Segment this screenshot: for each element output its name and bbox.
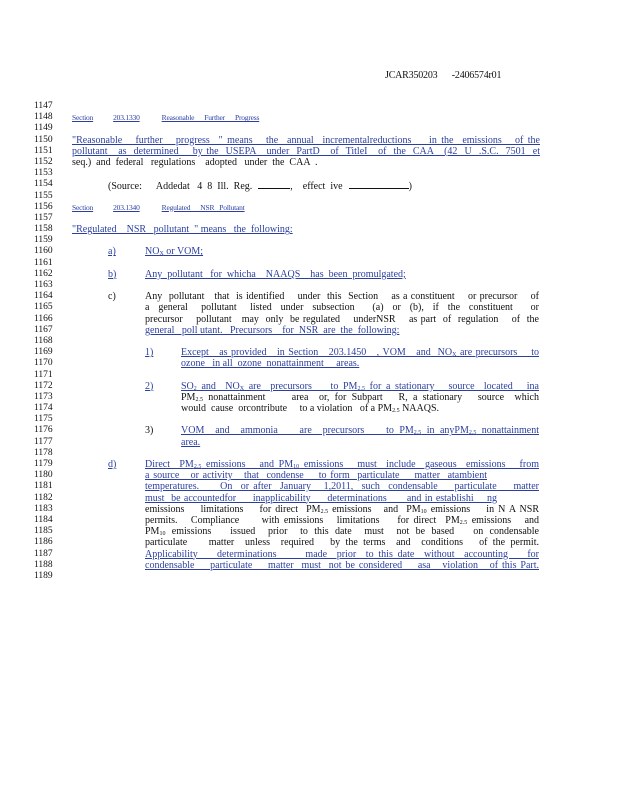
text-part: and NO	[196, 380, 240, 392]
line-number: 1181	[34, 481, 53, 492]
subscript: 10	[293, 464, 300, 470]
line-number: 1186	[34, 537, 53, 548]
item-text	[181, 425, 539, 436]
subscript: 2	[193, 385, 197, 392]
text-part: permits. Compliance with emissions limitations for direct PM	[145, 514, 460, 526]
text-part: are precursors to	[456, 347, 539, 359]
section-number: 203.1330	[113, 113, 140, 123]
line-number: 1150	[34, 134, 53, 145]
line-number: 1180	[34, 470, 53, 481]
item-text: Any pollutant that is identified under this Section as a constituent or precursor of	[145, 291, 539, 303]
line-number: 1167	[34, 324, 53, 335]
source-label: (Source:	[108, 181, 142, 193]
source-text: Addedat 4 8 Ill. Reg.	[155, 181, 253, 193]
page-header	[385, 70, 513, 81]
paragraph-line: pollutant as determined by the USEPA under PartD of TitleI of the CAA (42 U .S.C. 7501 et	[72, 145, 540, 157]
line-number: 1165	[34, 302, 53, 313]
text-part: in anyPM	[421, 425, 469, 437]
doc-number: -2406574r01	[451, 70, 502, 81]
line-number: 1159	[34, 235, 53, 246]
line-number: 1161	[34, 257, 53, 268]
source-note: (Source: Addedat 4 8 Ill. Reg. , effect ive )	[108, 181, 412, 193]
line-number: 1188	[34, 559, 53, 570]
line-number: 1179	[34, 459, 53, 469]
item-text	[181, 347, 539, 358]
item-label: d)	[108, 459, 117, 470]
line-number: 1189	[34, 570, 53, 581]
section-number: 203.1340	[113, 202, 140, 212]
item-label: 3)	[145, 425, 154, 437]
subscript: 10	[159, 531, 166, 538]
line-number: 1185	[34, 526, 53, 537]
item-label: 2)	[145, 380, 154, 392]
text-part: emissions and	[467, 514, 539, 526]
subscript: 2.5	[392, 408, 400, 415]
item-text: general poll utant. Precursors for NSR are the following:	[145, 324, 400, 336]
line-number: 1153	[34, 168, 53, 179]
text-part: Direct PM	[145, 459, 194, 470]
item-text: a source or activity that condense to form particulate matter atambient	[145, 470, 487, 482]
item-text	[181, 403, 539, 414]
text-part: nonattainment	[476, 425, 539, 437]
item-text	[145, 526, 539, 537]
text-part: emissions limitations for direct PM	[145, 503, 321, 515]
section-label: Section	[72, 202, 94, 212]
item-text	[181, 392, 539, 403]
line-number: 1175	[34, 414, 53, 425]
line-number: 1152	[34, 156, 53, 167]
item-text: must be accountedfor inapplicability determinations and in establishi ng	[145, 492, 497, 504]
text-part: VOM and ammonia are precursors to PM	[181, 425, 414, 437]
item-text	[145, 504, 539, 515]
item-label: 1)	[145, 347, 154, 359]
subscript: 2.5	[320, 508, 329, 515]
line-number: 1147	[34, 101, 53, 111]
line-number: 1177	[34, 436, 53, 447]
section-title: Regulated NSR Pollutant	[161, 202, 245, 212]
item-text: Any pollutant for whicha NAAQS has been promulgated;	[145, 268, 406, 280]
item-label: a)	[108, 246, 116, 258]
line-number: 1173	[34, 391, 53, 402]
section-title: Reasonable Further Progress	[161, 113, 260, 123]
text-part: are precursors to PM	[244, 380, 358, 392]
item-text	[145, 459, 539, 470]
section-label: Section	[72, 113, 94, 123]
line-number: 1149	[34, 123, 53, 134]
text-part: emissions and PM	[201, 459, 294, 470]
text-part: PM	[181, 391, 196, 403]
subscript: 2.5	[413, 430, 422, 437]
text-part: nonattainment area or, for Subpart R, a stationary source which	[202, 391, 539, 403]
subscript: X	[239, 385, 245, 392]
text-part: PM	[145, 526, 160, 538]
text-part: SO	[181, 380, 194, 392]
item-label: b)	[108, 268, 117, 280]
subscript: 2.5	[357, 385, 365, 392]
paragraph-line: "Reasonable further progress " means the annual incrementalreductions in the emissions of the	[72, 134, 540, 146]
item-text: area.	[181, 436, 201, 448]
subscript: 2.5	[468, 430, 477, 437]
line-number: 1182	[34, 492, 53, 503]
line-number: 1169	[34, 347, 53, 358]
blank-field	[258, 179, 290, 189]
item-text: ozone in all ozone nonattainment areas.	[181, 358, 360, 370]
item-label: c)	[108, 291, 116, 303]
text-part: emissions and PM	[328, 503, 421, 515]
subscript: 2.5	[195, 396, 203, 403]
text-part: emissions must include gaseous emissions from	[299, 459, 539, 470]
subscript: 2.5	[193, 464, 202, 470]
paragraph-line: seq.) and federal regulations adopted under the CAA .	[72, 156, 318, 168]
line-number: 1148	[34, 112, 53, 123]
subscript: X	[159, 251, 164, 258]
item-text	[181, 381, 539, 392]
line-number: 1157	[34, 212, 53, 223]
line-number: 1158	[34, 224, 53, 235]
text-part: for a stationary source located ina	[364, 380, 539, 392]
text-part: emissions issued prior to this date must not be based on condensable	[165, 526, 539, 538]
text-part: NO	[145, 246, 160, 258]
line-number: 1162	[34, 268, 53, 279]
text-part: NAAQS.	[399, 403, 440, 415]
line-number: 1156	[34, 201, 53, 212]
line-number: 1171	[34, 369, 53, 380]
text-part: emissions in N A NSR	[426, 503, 539, 515]
document-body	[0, 101, 618, 582]
effective-label: effect ive	[302, 181, 343, 193]
line-number: 1183	[34, 503, 53, 514]
subscript: X	[452, 352, 457, 359]
item-text	[145, 246, 539, 257]
text-part: Except as provided in Section 203.1450 , VOM and NO	[181, 347, 453, 359]
item-text: a general pollutant listed under subsection (a) or (b), if the constituent or	[145, 302, 539, 314]
line-number: 1151	[34, 145, 53, 156]
section-heading-1340	[72, 202, 540, 213]
item-text	[145, 515, 539, 526]
line-number: 1176	[34, 425, 53, 436]
line-number: 1163	[34, 280, 53, 290]
line-number: 1160	[34, 246, 53, 257]
line-number: 1170	[34, 358, 53, 369]
line-number: 1155	[34, 190, 53, 201]
item-text: particulate matter unless required by the terms and conditions of the permit.	[145, 537, 539, 549]
item-text: temperatures. On or after January 1,2011, such condensable particulate matter	[145, 481, 539, 493]
section-heading-1330	[72, 112, 317, 123]
doc-code: JCAR350203	[385, 70, 438, 81]
line-number: 1172	[34, 380, 53, 391]
line-number: 1166	[34, 313, 53, 324]
text-part: would cause orcontribute to a violation of a PM	[181, 403, 393, 415]
line-number: 1187	[34, 548, 53, 559]
line-number: 1178	[34, 447, 53, 458]
line-number: 1154	[34, 179, 53, 190]
paragraph-line: "Regulated NSR pollutant " means the following:	[72, 224, 293, 236]
line-number: 1174	[34, 403, 53, 414]
line-number: 1168	[34, 335, 53, 346]
item-text: condensable particulate matter must not be considered asa violation of this Part.	[145, 559, 539, 571]
item-text: precursor pollutant may only be regulated underNSR as part of regulation of the	[145, 313, 539, 325]
blank-field	[349, 179, 409, 189]
subscript: 10	[420, 508, 427, 515]
text-part: or VOM;	[163, 246, 204, 258]
subscript: 2.5	[459, 519, 468, 526]
line-number: 1184	[34, 514, 53, 525]
line-number: 1164	[34, 291, 53, 302]
item-text: Applicability determinations made prior to this date without accounting for	[145, 548, 539, 560]
